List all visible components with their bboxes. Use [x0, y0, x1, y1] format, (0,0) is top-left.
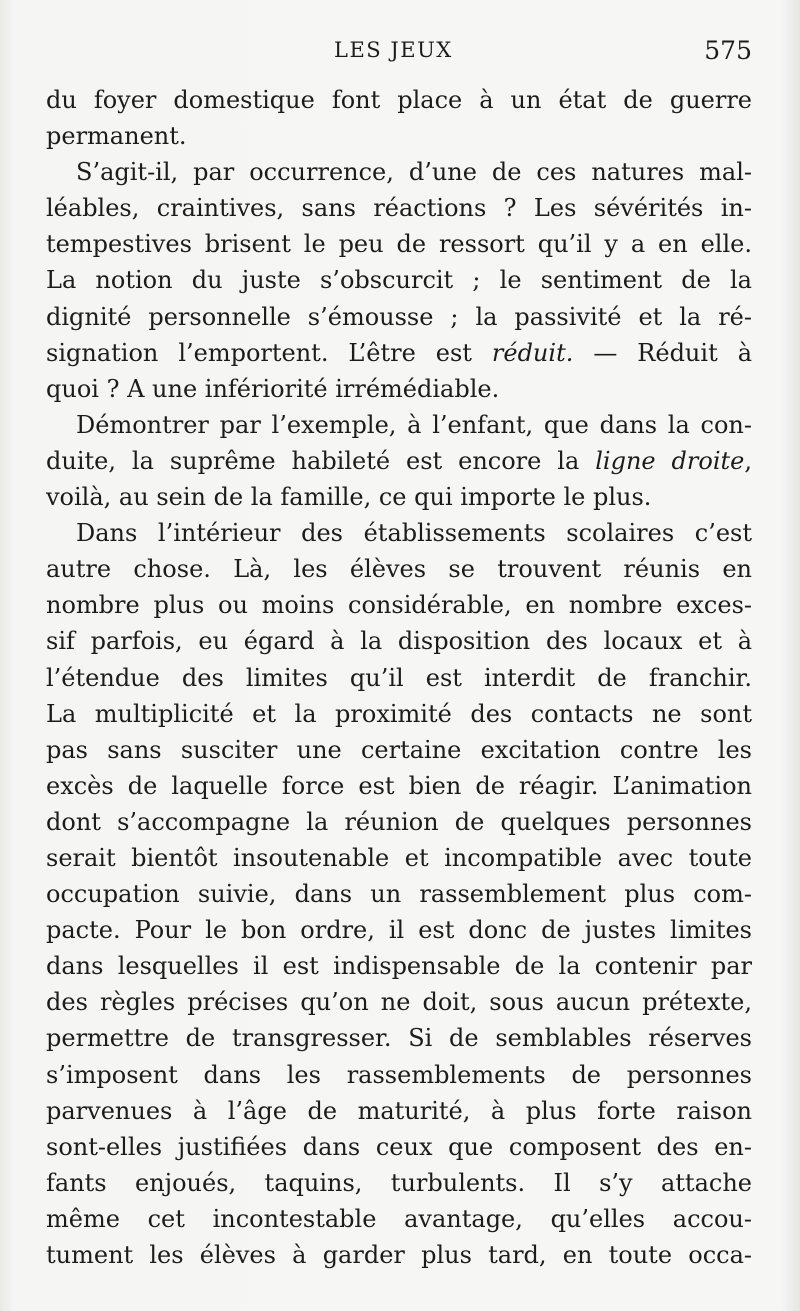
text-line: pacte. Pour le bon ordre, il est donc de justes limites: [46, 916, 752, 945]
text-line: léables, craintives, sans réactions ? Les sévérités in-: [46, 194, 752, 223]
text-line: dans lesquelles il est indispensable de la contenir par: [46, 952, 752, 981]
text-line: fants enjoués, taquins, turbulents. Il s’y attache: [46, 1168, 752, 1197]
text-line: Démontrer par l’exemple, à l’enfant, que dans la con-: [76, 410, 752, 439]
text-line: tument les élèves à garder plus tard, en toute occa-: [46, 1241, 752, 1269]
text-line: serait bientôt insoutenable et incompatible avec toute: [46, 843, 752, 872]
text-line: autre chose. Là, les élèves se trouvent réunis en: [46, 555, 752, 584]
text-line: [46, 335, 752, 371]
text-segment: duite, la suprême habileté est encore la: [46, 446, 596, 475]
text-line: du foyer domestique font place à un état de guerre: [46, 86, 752, 114]
text-line: des règles précises qu’on ne doit, sous aucun prétexte,: [46, 988, 752, 1017]
text-segment: signation l’emportent. L’être est: [46, 338, 492, 367]
text-line: s’imposent dans les rassemblements de personnes: [46, 1060, 752, 1089]
body-text: [46, 82, 752, 1273]
text-line: excès de laquelle force est bien de réagir. L’animation: [46, 771, 752, 800]
italic-phrase: ligne droite: [595, 446, 745, 475]
text-line: permanent.: [46, 122, 187, 151]
text-line: La multiplicité et la proximité des contacts ne sont: [46, 699, 752, 728]
text-line: nombre plus ou moins considérable, en nombre exces-: [46, 591, 752, 620]
text-segment: — Réduit à: [573, 338, 752, 367]
text-line: même cet incontestable avantage, qu’elles accou-: [46, 1204, 752, 1233]
text-line: S’agit-il, par occurrence, d’une de ces natures mal-: [76, 158, 752, 187]
text-line: dont s’accompagne la réunion de quelques personnes: [46, 807, 752, 836]
text-line: [46, 443, 752, 479]
text-line: voilà, au sein de la famille, ce qui importe le plus.: [46, 483, 652, 512]
text-line: quoi ? A une infériorité irrémédiable.: [46, 374, 500, 403]
text-line: permettre de transgresser. Si de semblables réserves: [46, 1024, 752, 1053]
text-line: l’étendue des limites qu’il est interdit de franchir.: [46, 663, 752, 692]
text-line: sont-elles justifiées dans ceux que composent des en-: [46, 1132, 752, 1161]
text-line: Dans l’intérieur des établissements scolaires c’est: [76, 519, 752, 548]
page-number: 575: [704, 36, 752, 65]
text-segment: ,: [744, 446, 752, 475]
page-header: [46, 36, 752, 72]
text-line: dignité personnelle s’émousse ; la passivité et la ré-: [46, 302, 752, 331]
text-line: sif parfois, eu égard à la disposition des locaux et à: [46, 627, 752, 656]
text-line: parvenues à l’âge de maturité, à plus forte raison: [46, 1096, 752, 1125]
running-head: LES JEUX: [334, 38, 453, 62]
italic-phrase: réduit.: [491, 338, 574, 367]
text-line: occupation suivie, dans un rassemblement plus com-: [46, 880, 752, 909]
text-line: La notion du juste s’obscurcit ; le sentiment de la: [46, 266, 752, 295]
text-line: tempestives brisent le peu de ressort qu’il y a en elle.: [46, 230, 752, 259]
text-line: pas sans susciter une certaine excitation contre les: [46, 735, 752, 764]
